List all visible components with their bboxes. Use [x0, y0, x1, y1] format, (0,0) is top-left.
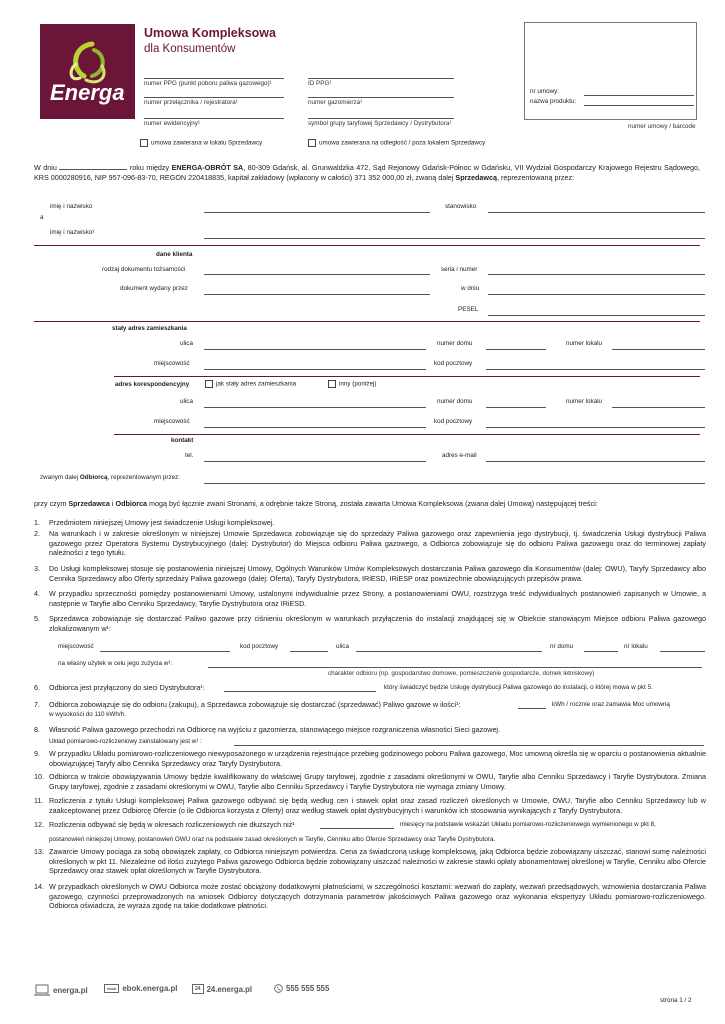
field-tariff-group[interactable]: symbol grupy taryfowej Sprzedawcy / Dystrybutora¹	[308, 120, 452, 127]
street-label: ulica	[180, 340, 193, 347]
issued-by-label: dokument wydany przez	[120, 285, 188, 292]
section-client-data: dane klienta	[156, 251, 193, 258]
clause-3: 3. Do Usługi kompleksowej stosuje się postanowienia niniejszej Umowy, Ogólnych Warunków Umów Kompleksowych dostarczania Paliwa gazowego dla Konsumentów (dalej: OWU), Taryfy Sprzedawcy albo Cennika Sprzedawcy albo Oferty sprzedaży Paliwa gazowego (dalej: Oferta), Taryfy Dystrybutora, IRiESD, IRiESP oraz powszechnie obowiązujących przepisów prawa.	[34, 564, 706, 583]
usage-character-caption: charakter odbioru (np. gospodarstwo domowe, pomieszczenie gospodarcze, domek letniskowy)	[328, 670, 595, 677]
clause-6-rest: który świadczyć będzie Usługę dystrybucji Paliwa gazowego do instalacji, o której mowa w pkt 5.	[384, 684, 653, 691]
loc-postcode-label: kod pocztowy	[240, 643, 279, 650]
clause-12: 12. Rozliczenia odbywać się będą w okresach rozliczeniowych nie dłuższych niż¹	[34, 820, 295, 829]
clause-14: 14. W przypadkach określonych w OWU Odbiorca może zostać obciążony dodatkowymi płatnościami, w szczególności kosztami: wezwań do zapłaty, wezwań przedsądowych, wznowienia dostarczania Paliwa gazowego, czynności przeprowadzonych na wniosek Odbiorcy dotyczących dotrzymania parametrów jakościowych Paliwa gazowego oraz wykonania ekspertyzy Układu pomiarowo-rozliczeniowego. Odbiorca oświadcza, że wyraża zgodę na takie dodatkowe płatności.	[34, 882, 706, 911]
loc-street-label: ulica	[336, 643, 349, 650]
section-permanent-address: stały adres zamieszkania	[112, 325, 187, 332]
intro-paragraph: W dniu roku między ENERGA-OBRÓT SA, 80-309 Gdańsk, al. Grunwaldzka 472, Sąd Rejonowy Gdańsk-Północ w Gdańsku, VII Wydział Gospodarczy Krajowego Rejestru Sądowego, KRS 0000280916, NIP 957-096-83-70, REGON 220418835, kapitał zakładowy (wpłacony w całości) 371 352 000,00 zł, zwaną dalej Sprzedawcą, reprezentowaną przez:	[34, 163, 701, 182]
footer-24-link[interactable]: 24 24.energa.pl	[192, 984, 252, 994]
clause-9: 9. W przypadku Układu pomiarowo-rozliczeniowego niewyposażonego w urządzenia rejestrujące przebieg godzinowego poboru Paliwa gazowego, Moc umowną określa się w oparciu o postanowienia aktualnie obowiązującej Taryfy albo Cennika Sprzedawcy oraz Taryfy Dystrybutora.	[34, 749, 706, 768]
corr-house-number-label: numer domu	[437, 398, 473, 405]
rep-position-label: stanowisko	[445, 203, 477, 210]
page-title: Umowa Kompleksowa	[144, 26, 276, 40]
loc-house-label: nr domu	[550, 643, 574, 650]
rep-and-label: a	[40, 214, 44, 221]
loc-flat-label: nr lokalu	[624, 643, 648, 650]
option-other-address[interactable]: inny (poniżej)	[328, 380, 376, 388]
clause-7: 7. Odbiorca zobowiązuje się do odbioru (zakupu), a Sprzedawca zobowiązuje się dostarczać (sprzedawać) Paliwo gazowe w ilości¹:	[34, 700, 461, 709]
clause-8: 8. Własność Paliwa gazowego przechodzi na Odbiorcę na wyjściu z gazomierza, stanowiącego miejsce rozgraniczenia własności Sieci gazowej.	[34, 725, 501, 734]
flat-number-label: numer lokalu	[566, 340, 603, 347]
option-premises[interactable]: umowa zawierana w lokalu Sprzedawcy	[140, 139, 262, 147]
phone-icon	[274, 984, 283, 993]
own-use-label: na własny użytek w celu jego zużycia w¹:	[58, 660, 173, 667]
clause-5: 5. Sprzedawca zobowiązuje się dostarczać Paliwo gazowe przy ciśnieniu określonym w warunkach przyłączenia do instalacji znajdującej się w Obiekcie stanowiącym Miejsce odbioru Paliwa gazowego zlokalizowanym w¹:	[34, 614, 706, 633]
barcode-caption: numer umowy / barcode	[628, 123, 696, 130]
house-number-label: numer domu	[437, 340, 473, 347]
section-contact: kontakt	[171, 437, 194, 444]
field-switch-number[interactable]: numer przełącznika / rejestratora¹	[144, 99, 238, 106]
phone-label: tel.	[185, 452, 194, 459]
customer-representative-label: zwanym dalej Odbiorcą, reprezentowanym przez:	[40, 474, 181, 481]
page-subtitle: dla Konsumentów	[144, 43, 236, 55]
clause-12-cont: postanowień niniejszej Umowy, postanowień OWU oraz na podstawie zasad określonych w Taryfie, Cenniku albo Ofercie Sprzedawcy oraz Taryfie Dystrybutora.	[49, 836, 496, 843]
footer-site-link[interactable]: energa.pl	[34, 984, 88, 996]
checkbox-icon[interactable]	[205, 380, 213, 388]
issued-date-label: w dniu	[461, 285, 480, 292]
clause-7-power: w wysokości do 110 kWh/h.	[49, 711, 126, 718]
checkbox-icon[interactable]	[308, 139, 316, 147]
calendar-24-icon: 24	[192, 984, 204, 994]
option-same-address[interactable]: jak stały adres zamieszkania	[205, 380, 296, 388]
corr-postcode-label: kod pocztowy	[434, 418, 473, 425]
footer-ebok-link[interactable]: ebok ebok.energa.pl	[104, 984, 177, 993]
checkbox-icon[interactable]	[140, 139, 148, 147]
checkbox-icon[interactable]	[328, 380, 336, 388]
loc-city-label: miejscowość	[58, 643, 94, 650]
laptop-icon	[34, 984, 50, 996]
email-label: adres e-mail	[442, 452, 477, 459]
field-registry-number[interactable]: numer ewidencyjny¹	[144, 120, 200, 127]
rep-name2-label: imię i nazwisko²	[50, 229, 95, 236]
pesel-label: PESEL	[458, 306, 479, 313]
ebok-icon: ebok	[104, 984, 119, 993]
section-correspondence: adres korespondencyjny	[115, 381, 190, 388]
product-name-label: nazwa produktu:	[530, 98, 577, 105]
doc-type-label: rodzaj dokumentu tożsamości	[102, 266, 186, 273]
clause-6: 6. Odbiorca jest przyłączony do sieci Dystrybutora¹:	[34, 683, 205, 692]
rep-name-label: imię i nazwisko	[50, 203, 93, 210]
clause-13: 13. Zawarcie Umowy pociąga za sobą obowiązek zapłaty, co Odbiorca niniejszym potwierdza. Cena za świadczoną usługę kompleksową, jaką Odbiorca będzie zobowiązany uiszczać, stanowi sumę należności określonych w pkt 11. Niezależne od ilości zużytego Paliwa gazowego Odbiorca będzie zobowiązany uiszczać należności w zakresie stawki opłaty abonamentowej określonej w Taryfie, Cenniku albo Ofercie Sprzedawcy oraz stawek opłat określonych w Taryfie Dystrybutora.	[34, 847, 706, 876]
option-distance[interactable]: umowa zawierana na odległość / poza lokalem Sprzedawcy	[308, 139, 485, 147]
postcode-label: kod pocztowy	[434, 360, 473, 367]
clause-1: 1. Przedmiotem niniejszej Umowy jest świadczenie Usługi kompleksowej.	[34, 518, 275, 527]
field-ppg-number[interactable]: numer PPG (punkt poboru paliwa gazowego)¹	[144, 80, 272, 87]
clause-2: 2. Na warunkach i w zakresie określonym w niniejszej Umowie Sprzedawca zobowiązuje się do sprzedaży Paliwa gazowego oraz zapewnienia jego dystrybucji, tj. świadczenia Usługi dystrybucji Paliwa gazowego przez Operatora Systemu Dystrybucyjnego (dalej: Dystrybutor) do Miejsca odbioru Paliwa gazowego, a Odbiorca zobowiązuje się do odbioru Paliwa gazowego oraz do terminowej zapłaty należności z tego tytułu.	[34, 529, 706, 558]
clause-10: 10. Odbiorca w trakcie obowiązywania Umowy będzie kwalifikowany do właściwej Grupy taryfowej, zgodnie z zasadami określonymi w OWU, Taryfie albo Cenniku Sprzedawcy i Taryfie Dystrybutora. Zmiana Grupy taryfowej, zgodnie z zasadami określonymi w OWU, Taryfie albo Cenniku Sprzedawcy i Taryfie Dystrybutora nie wymaga zmiany Umowy.	[34, 772, 706, 791]
clause-8-meter-location: Układ pomiarowo-rozliczeniowy zainstalowany jest w¹ :	[49, 738, 202, 745]
corr-flat-number-label: numer lokalu	[566, 398, 603, 405]
logo-text: Energa	[50, 80, 125, 105]
clause-7-rest: kWh / rocznie oraz zamawia Moc umowną	[552, 701, 670, 708]
field-ppg-id[interactable]: ID PPG¹	[308, 80, 332, 87]
clause-12-rest: miesięcy na podstawie wskazań Układu pomiarowo-rozliczeniowego wymienionego w pkt 8,	[400, 821, 656, 828]
logo	[40, 24, 135, 119]
footer-phone[interactable]: 555 555 555	[274, 984, 329, 993]
clause-11: 11. Rozliczenia z tytułu Usługi kompleksowej Paliwa gazowego odbywać się będą według cen i stawek opłat oraz zasad rozliczeń określonych w Umowie, OWU, Taryfie albo Cenniku Sprzedawcy lub w zaakceptowanej przez Odbiorcę Ofercie (o ile Odbiorca korzysta z Oferty) oraz według stawek opłat dystrybucyjnych i warunków ich stosowania wynikających z Taryfy Dystrybutora.	[34, 796, 706, 815]
city-label: miejscowość	[154, 360, 190, 367]
contract-number-label: nr umowy:	[530, 88, 560, 95]
page-number: strona 1 / 2	[660, 997, 692, 1004]
corr-street-label: ulica	[180, 398, 193, 405]
field-meter-number[interactable]: numer gazomierza¹	[308, 99, 363, 106]
corr-city-label: miejscowość	[154, 418, 190, 425]
preamble: przy czym Sprzedawca i Odbiorca mogą być łącznie zwani Stronami, a odrębnie także Stroną, została zawarta Umowa Kompleksowa (zwana dalej Umową) następującej treści:	[34, 499, 598, 508]
clause-4: 4. W przypadku sprzeczności pomiędzy postanowieniami Umowy, ustalonymi indywidualnie przez Strony, a postanowieniami OWU, rozstrzyga treść indywidualnych postanowień zapisanych w Umowie, a następnie w Taryfie albo Cenniku Sprzedawcy, Taryfie Dystrybutora oraz IRiESD.	[34, 589, 706, 608]
series-number-label: seria i numer	[441, 266, 478, 273]
